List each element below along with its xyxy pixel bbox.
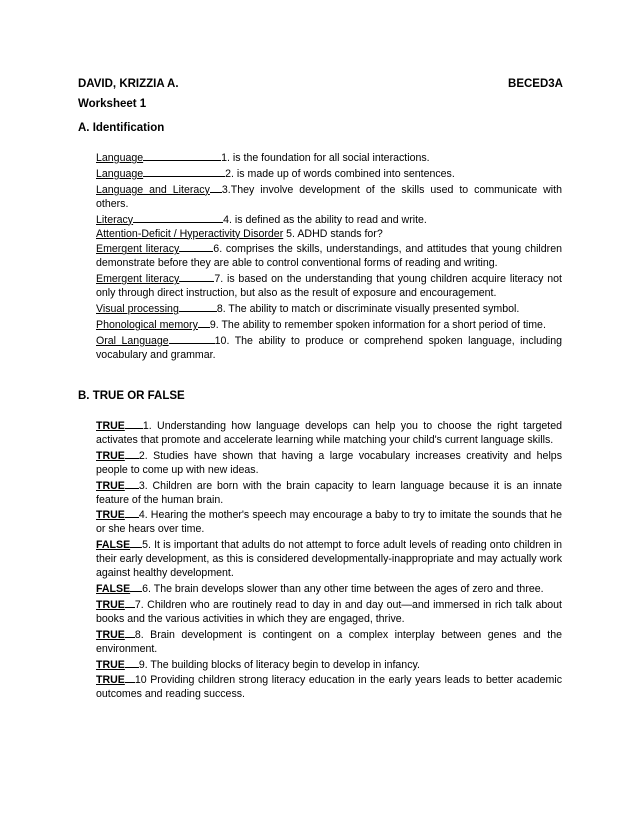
item-text: 9. The ability to remember spoken information for a short period of time. [209,318,546,331]
answer: Attention-Deficit / Hyperactivity Disorder [96,227,284,240]
true-false-item [96,627,562,657]
item-text: 9. The building blocks of literacy begin to develop in infancy. [138,658,420,671]
answer: Visual processing [96,303,179,316]
answer-blank [125,627,135,638]
answer: Literacy [96,213,134,226]
item-text: 3. Children are born with the brain capacity to learn language because it is an innate feature of the human brain. [96,479,562,506]
answer: TRUE [96,658,125,671]
item-text: 6. The brain develops slower than any other time between the ages of zero and three. [142,582,544,595]
item-text: 10. The ability to produce or comprehend spoken language, including vocabulary and grammar. [96,334,562,361]
header [78,78,563,90]
answer-blank [179,241,213,252]
identification-list [96,150,562,363]
answer: TRUE [96,479,125,492]
identification-item [96,301,562,317]
identification-item [96,241,562,271]
answer-blank [143,166,225,177]
item-text: 3.They involve development of the skills used to communicate with others. [96,183,562,210]
answer-blank [125,507,139,518]
item-text: 8. Brain development is contingent on a complex interplay between genes and the environment. [96,628,562,655]
answer: Phonological memory [96,318,198,331]
answer-blank [125,597,135,608]
answer-blank [125,418,143,429]
true-false-item [96,418,562,448]
answer: Oral Language [96,334,169,347]
answer-blank [125,657,139,668]
item-text: 7. is based on the understanding that young children acquire literacy not only through direct instruction, but also as the result of exposure and encouragement. [96,273,562,300]
item-text: 5. It is important that adults do not attempt to force adult levels of reading onto children in their early development, as this is considered developmentally-inappropriate and may actually work against healthy development. [96,539,562,580]
identification-item [96,228,562,242]
true-false-item [96,537,562,581]
identification-item [96,317,562,333]
item-text: 7. Children who are routinely read to day in and day out—and immersed in rich talk about books and the various activities in which they are engaged, thrive. [96,598,562,625]
true-false-item [96,597,562,627]
answer-blank [125,478,139,489]
answer-blank [130,581,142,592]
answer: TRUE [96,509,125,522]
answer: FALSE [96,539,131,552]
true-false-list [96,418,562,702]
answer-blank [133,212,223,223]
section-code: BECED3A [508,78,563,90]
identification-item [96,212,562,228]
identification-item [96,182,562,212]
answer: Language [96,167,144,180]
answer: Emergent literacy [96,243,180,256]
section-b-title: B. TRUE OR FALSE [78,390,185,402]
true-false-item [96,448,562,478]
true-false-item [96,581,562,597]
identification-item [96,333,562,363]
item-text: 5. ADHD stands for? [283,227,383,240]
answer-blank [130,537,142,548]
answer: FALSE [96,582,131,595]
true-false-item [96,657,562,673]
identification-item [96,166,562,182]
item-text: 1. is the foundation for all social interactions. [221,152,430,164]
answer: Emergent literacy [96,273,180,286]
true-false-item [96,478,562,508]
item-text: 8. The ability to match or discriminate visually presented symbol. [216,303,520,316]
answer-blank [125,448,139,459]
item-text: 4. is defined as the ability to read and write. [223,213,427,226]
section-a-title: A. Identification [78,122,165,134]
answer-blank [210,182,222,193]
answer-blank [179,271,214,282]
answer-blank [179,301,217,312]
answer-blank [198,317,210,328]
item-text: 6. comprises the skills, understandings, and attitudes that young children demonstrate before they are able to control conventional forms of reading and writing. [96,243,562,270]
answer: TRUE [96,420,125,432]
answer: Language and Literacy [96,183,210,196]
item-text: 2. is made up of words combined into sentences. [225,167,455,180]
item-text: 1. Understanding how language develops can help you to choose the right targeted activates that promote and accelerate learning while matching your child's current language skills. [96,420,562,446]
answer-blank [169,333,215,344]
answer: Language [96,152,144,164]
true-false-item [96,672,562,702]
identification-item [96,150,562,166]
student-name: DAVID, KRIZZIA A. [78,78,179,90]
answer: TRUE [96,598,125,611]
answer: TRUE [96,674,125,687]
item-text: 10 Providing children strong literacy education in the early years leads to better academic outcomes and reading success. [96,674,562,701]
item-text: 4. Hearing the mother's speech may encourage a baby to try to imitate the sounds that he or she hears over time. [96,509,562,536]
answer-blank [143,150,221,161]
identification-item [96,271,562,301]
item-text: 2. Studies have shown that having a large vocabulary increases creativity and helps people to come up with new ideas. [96,449,562,476]
answer: TRUE [96,449,125,462]
worksheet-title: Worksheet 1 [78,98,147,110]
answer: TRUE [96,628,125,641]
true-false-item [96,507,562,537]
answer-blank [125,672,135,683]
